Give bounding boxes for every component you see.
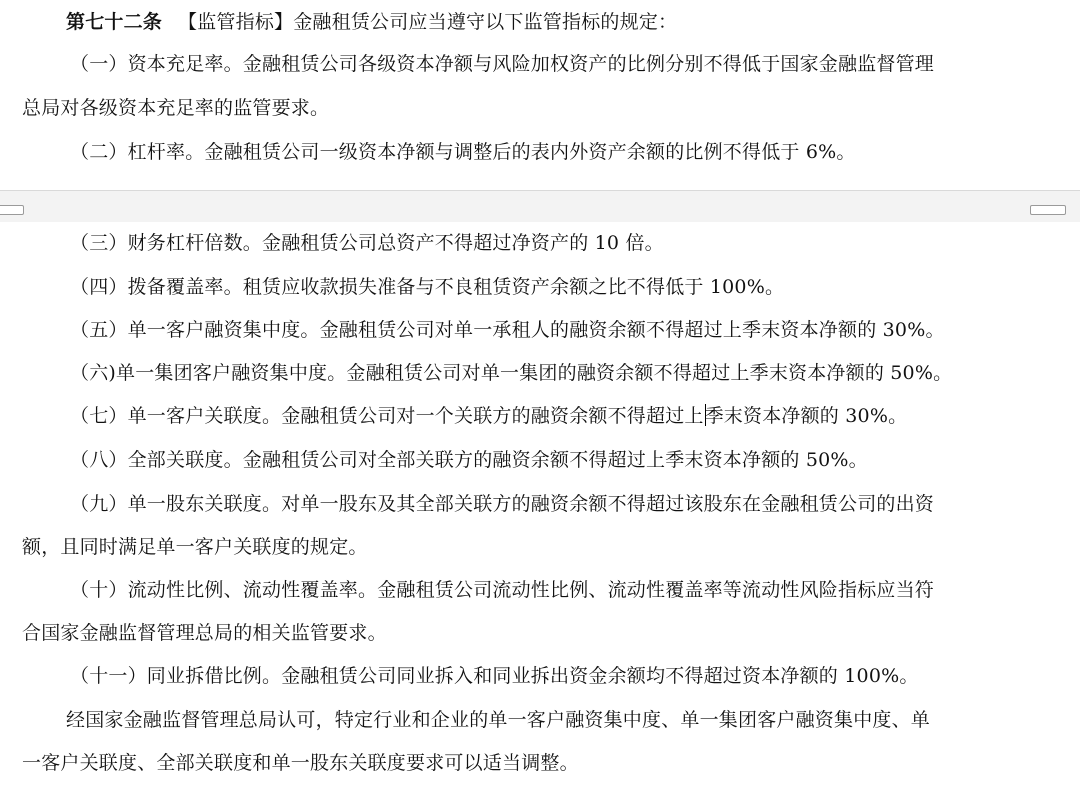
paragraph-line-10: （九）单一股东关联度。对单一股东及其全部关联方的融资余额不得超过该股东在金融租赁公司的出资 — [70, 493, 935, 515]
paragraph-line-16: 一客户关联度、全部关联度和单一股东关联度要求可以适当调整。 — [22, 752, 579, 774]
paragraph-line-1: （一）资本充足率。金融租赁公司各级资本净额与风险加权资产的比例分别不得低于国家金融监督管理 — [70, 53, 935, 75]
article-number: 第七十二条 — [66, 11, 163, 33]
paragraph-line-6: （五）单一客户融资集中度。金融租赁公司对单一承租人的融资余额不得超过上季末资本净额的 30%。 — [70, 319, 945, 341]
paragraph-line-8 — [70, 404, 907, 428]
article-heading: 【监管指标】金融租赁公司应当遵守以下监管指标的规定： — [178, 11, 678, 33]
paragraph-line-12: （十）流动性比例、流动性覆盖率。金融租赁公司流动性比例、流动性覆盖率等流动性风险指标应当符 — [70, 579, 935, 601]
paragraph-line-15: 经国家金融监督管理总局认可，特定行业和企业的单一客户融资集中度、单一集团客户融资集中度、单 — [66, 709, 931, 731]
page-break-gap — [0, 190, 1080, 224]
paragraph-line-11: 额，且同时满足单一客户关联度的规定。 — [22, 536, 368, 558]
paragraph-line-3: （二）杠杆率。金融租赁公司一级资本净额与调整后的表内外资产余额的比例不得低于 6%。 — [70, 141, 856, 163]
paragraph-line-8-after-caret: 季末资本净额的 30%。 — [704, 405, 908, 427]
paragraph-line-7: （六)单一集团客户融资集中度。金融租赁公司对单一集团的融资余额不得超过上季末资本净额的 50%。 — [70, 362, 953, 384]
paragraph-line-4: （三）财务杠杆倍数。金融租赁公司总资产不得超过净资产的 10 倍。 — [70, 232, 664, 254]
page-break-right-handle — [1030, 205, 1066, 215]
paragraph-line-5: （四）拨备覆盖率。租赁应收款损失准备与不良租赁资产余额之比不得低于 100%。 — [70, 276, 785, 298]
paragraph-line-2: 总局对各级资本充足率的监管要求。 — [22, 97, 330, 119]
paragraph-line-14: （十一）同业拆借比例。金融租赁公司同业拆入和同业拆出资金余额均不得超过资本净额的 100%。 — [70, 665, 919, 687]
paragraph-line-8-before-caret: （七）单一客户关联度。金融租赁公司对一个关联方的融资余额不得超过上 — [70, 405, 704, 427]
paragraph-line-13: 合国家金融监督管理总局的相关监管要求。 — [22, 622, 387, 644]
page-break-left-handle — [0, 205, 24, 215]
article-title-line — [66, 10, 677, 34]
paragraph-line-9: （八）全部关联度。金融租赁公司对全部关联方的融资余额不得超过上季末资本净额的 50%。 — [70, 449, 868, 471]
